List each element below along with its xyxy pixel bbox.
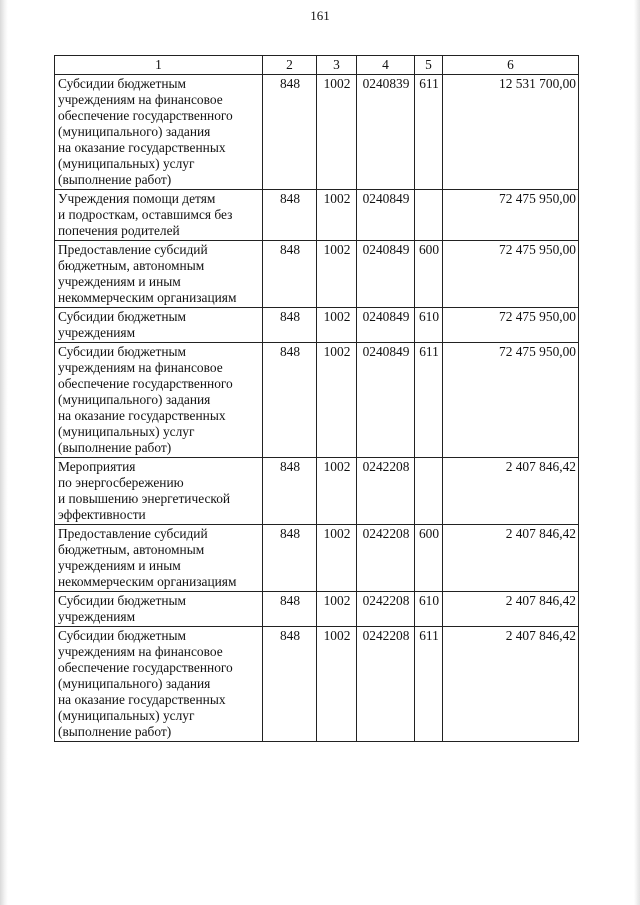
header-col-1: 1 [55, 56, 263, 75]
code-cell-5: 610 [415, 592, 443, 627]
code-cell-3: 1002 [317, 525, 357, 592]
row-name-line: Субсидии бюджетным [58, 76, 186, 91]
row-name-cell [55, 343, 263, 458]
row-name-line: учреждениям [58, 609, 136, 624]
row-name-line: (муниципального) задания [58, 124, 211, 139]
table-header-row [55, 56, 579, 75]
row-name-line: (муниципального) задания [58, 676, 211, 691]
code-cell-2: 848 [263, 190, 317, 241]
row-name-line: бюджетным, автономным [58, 258, 205, 273]
code-cell-3: 1002 [317, 627, 357, 742]
row-name-line: на оказание государственных [58, 140, 226, 155]
row-name-line: эффективности [58, 507, 146, 522]
row-name-line: (выполнение работ) [58, 440, 172, 455]
code-cell-4: 0240849 [357, 241, 415, 308]
code-cell-4: 0242208 [357, 627, 415, 742]
code-cell-2: 848 [263, 308, 317, 343]
table-row [55, 627, 579, 742]
code-cell-3: 1002 [317, 308, 357, 343]
code-cell-5 [415, 458, 443, 525]
code-cell-2: 848 [263, 525, 317, 592]
code-cell-5: 611 [415, 343, 443, 458]
row-name-line: (выполнение работ) [58, 172, 172, 187]
sum-cell: 2 407 846,42 [443, 458, 579, 525]
code-cell-4: 0242208 [357, 525, 415, 592]
code-cell-2: 848 [263, 458, 317, 525]
row-name-line: обеспечение государственного [58, 108, 233, 123]
row-name-line: бюджетным, автономным [58, 542, 205, 557]
sum-cell: 72 475 950,00 [443, 241, 579, 308]
scan-edge-right [634, 0, 640, 905]
code-cell-3: 1002 [317, 458, 357, 525]
row-name-line: учреждениям на финансовое [58, 92, 223, 107]
table-row [55, 241, 579, 308]
code-cell-4: 0242208 [357, 458, 415, 525]
row-name-line: обеспечение государственного [58, 376, 233, 391]
table-body [55, 75, 579, 742]
code-cell-2: 848 [263, 627, 317, 742]
sum-cell: 72 475 950,00 [443, 308, 579, 343]
row-name-line: Учреждения помощи детям [58, 191, 216, 206]
row-name-line: (выполнение работ) [58, 724, 172, 739]
code-cell-3: 1002 [317, 592, 357, 627]
row-name-line: Мероприятия [58, 459, 136, 474]
row-name-line: учреждениям на финансовое [58, 360, 223, 375]
page-number: 161 [310, 8, 330, 23]
header-col-6: 6 [443, 56, 579, 75]
row-name-line: некоммерческим организациям [58, 574, 237, 589]
row-name-line: попечения родителей [58, 223, 180, 238]
code-cell-5: 610 [415, 308, 443, 343]
row-name-line: на оказание государственных [58, 692, 226, 707]
row-name-line: Субсидии бюджетным [58, 628, 186, 643]
header-col-4: 4 [357, 56, 415, 75]
row-name-cell [55, 627, 263, 742]
code-cell-3: 1002 [317, 343, 357, 458]
code-cell-5: 611 [415, 75, 443, 190]
row-name-cell [55, 592, 263, 627]
code-cell-5: 600 [415, 525, 443, 592]
code-cell-2: 848 [263, 343, 317, 458]
sum-cell: 72 475 950,00 [443, 343, 579, 458]
row-name-line: (муниципальных) услуг [58, 156, 195, 171]
code-cell-5 [415, 190, 443, 241]
row-name-line: учреждениям и иным [58, 274, 181, 289]
row-name-cell [55, 241, 263, 308]
row-name-line: (муниципальных) услуг [58, 708, 195, 723]
row-name-line: обеспечение государственного [58, 660, 233, 675]
row-name-line: Предоставление субсидий [58, 242, 208, 257]
code-cell-2: 848 [263, 241, 317, 308]
table-row [55, 592, 579, 627]
row-name-line: Субсидии бюджетным [58, 344, 186, 359]
row-name-cell [55, 458, 263, 525]
code-cell-3: 1002 [317, 190, 357, 241]
code-cell-4: 0240839 [357, 75, 415, 190]
header-col-2: 2 [263, 56, 317, 75]
code-cell-4: 0240849 [357, 308, 415, 343]
code-cell-5: 600 [415, 241, 443, 308]
row-name-line: учреждениям на финансовое [58, 644, 223, 659]
code-cell-2: 848 [263, 75, 317, 190]
header-col-5: 5 [415, 56, 443, 75]
table-row [55, 343, 579, 458]
row-name-line: учреждениям и иным [58, 558, 181, 573]
code-cell-2: 848 [263, 592, 317, 627]
sum-cell: 12 531 700,00 [443, 75, 579, 190]
header-col-3: 3 [317, 56, 357, 75]
row-name-line: по энергосбережению [58, 475, 184, 490]
row-name-cell [55, 75, 263, 190]
budget-table [54, 55, 579, 742]
row-name-line: Субсидии бюджетным [58, 309, 186, 324]
code-cell-3: 1002 [317, 241, 357, 308]
code-cell-5: 611 [415, 627, 443, 742]
row-name-line: учреждениям [58, 325, 136, 340]
sum-cell: 2 407 846,42 [443, 592, 579, 627]
sum-cell: 2 407 846,42 [443, 627, 579, 742]
code-cell-4: 0240849 [357, 190, 415, 241]
table-row [55, 525, 579, 592]
row-name-line: (муниципального) задания [58, 392, 211, 407]
code-cell-4: 0240849 [357, 343, 415, 458]
scan-edge-left [0, 0, 8, 905]
table-row [55, 190, 579, 241]
table-row [55, 458, 579, 525]
row-name-line: Предоставление субсидий [58, 526, 208, 541]
table-row [55, 75, 579, 190]
row-name-line: и повышению энергетической [58, 491, 231, 506]
row-name-line: на оказание государственных [58, 408, 226, 423]
row-name-cell [55, 525, 263, 592]
table-row [55, 308, 579, 343]
row-name-line: (муниципальных) услуг [58, 424, 195, 439]
row-name-line: и подросткам, оставшимся без [58, 207, 233, 222]
code-cell-4: 0242208 [357, 592, 415, 627]
row-name-cell [55, 190, 263, 241]
row-name-line: некоммерческим организациям [58, 290, 237, 305]
row-name-line: Субсидии бюджетным [58, 593, 186, 608]
row-name-cell [55, 308, 263, 343]
sum-cell: 2 407 846,42 [443, 525, 579, 592]
sum-cell: 72 475 950,00 [443, 190, 579, 241]
code-cell-3: 1002 [317, 75, 357, 190]
